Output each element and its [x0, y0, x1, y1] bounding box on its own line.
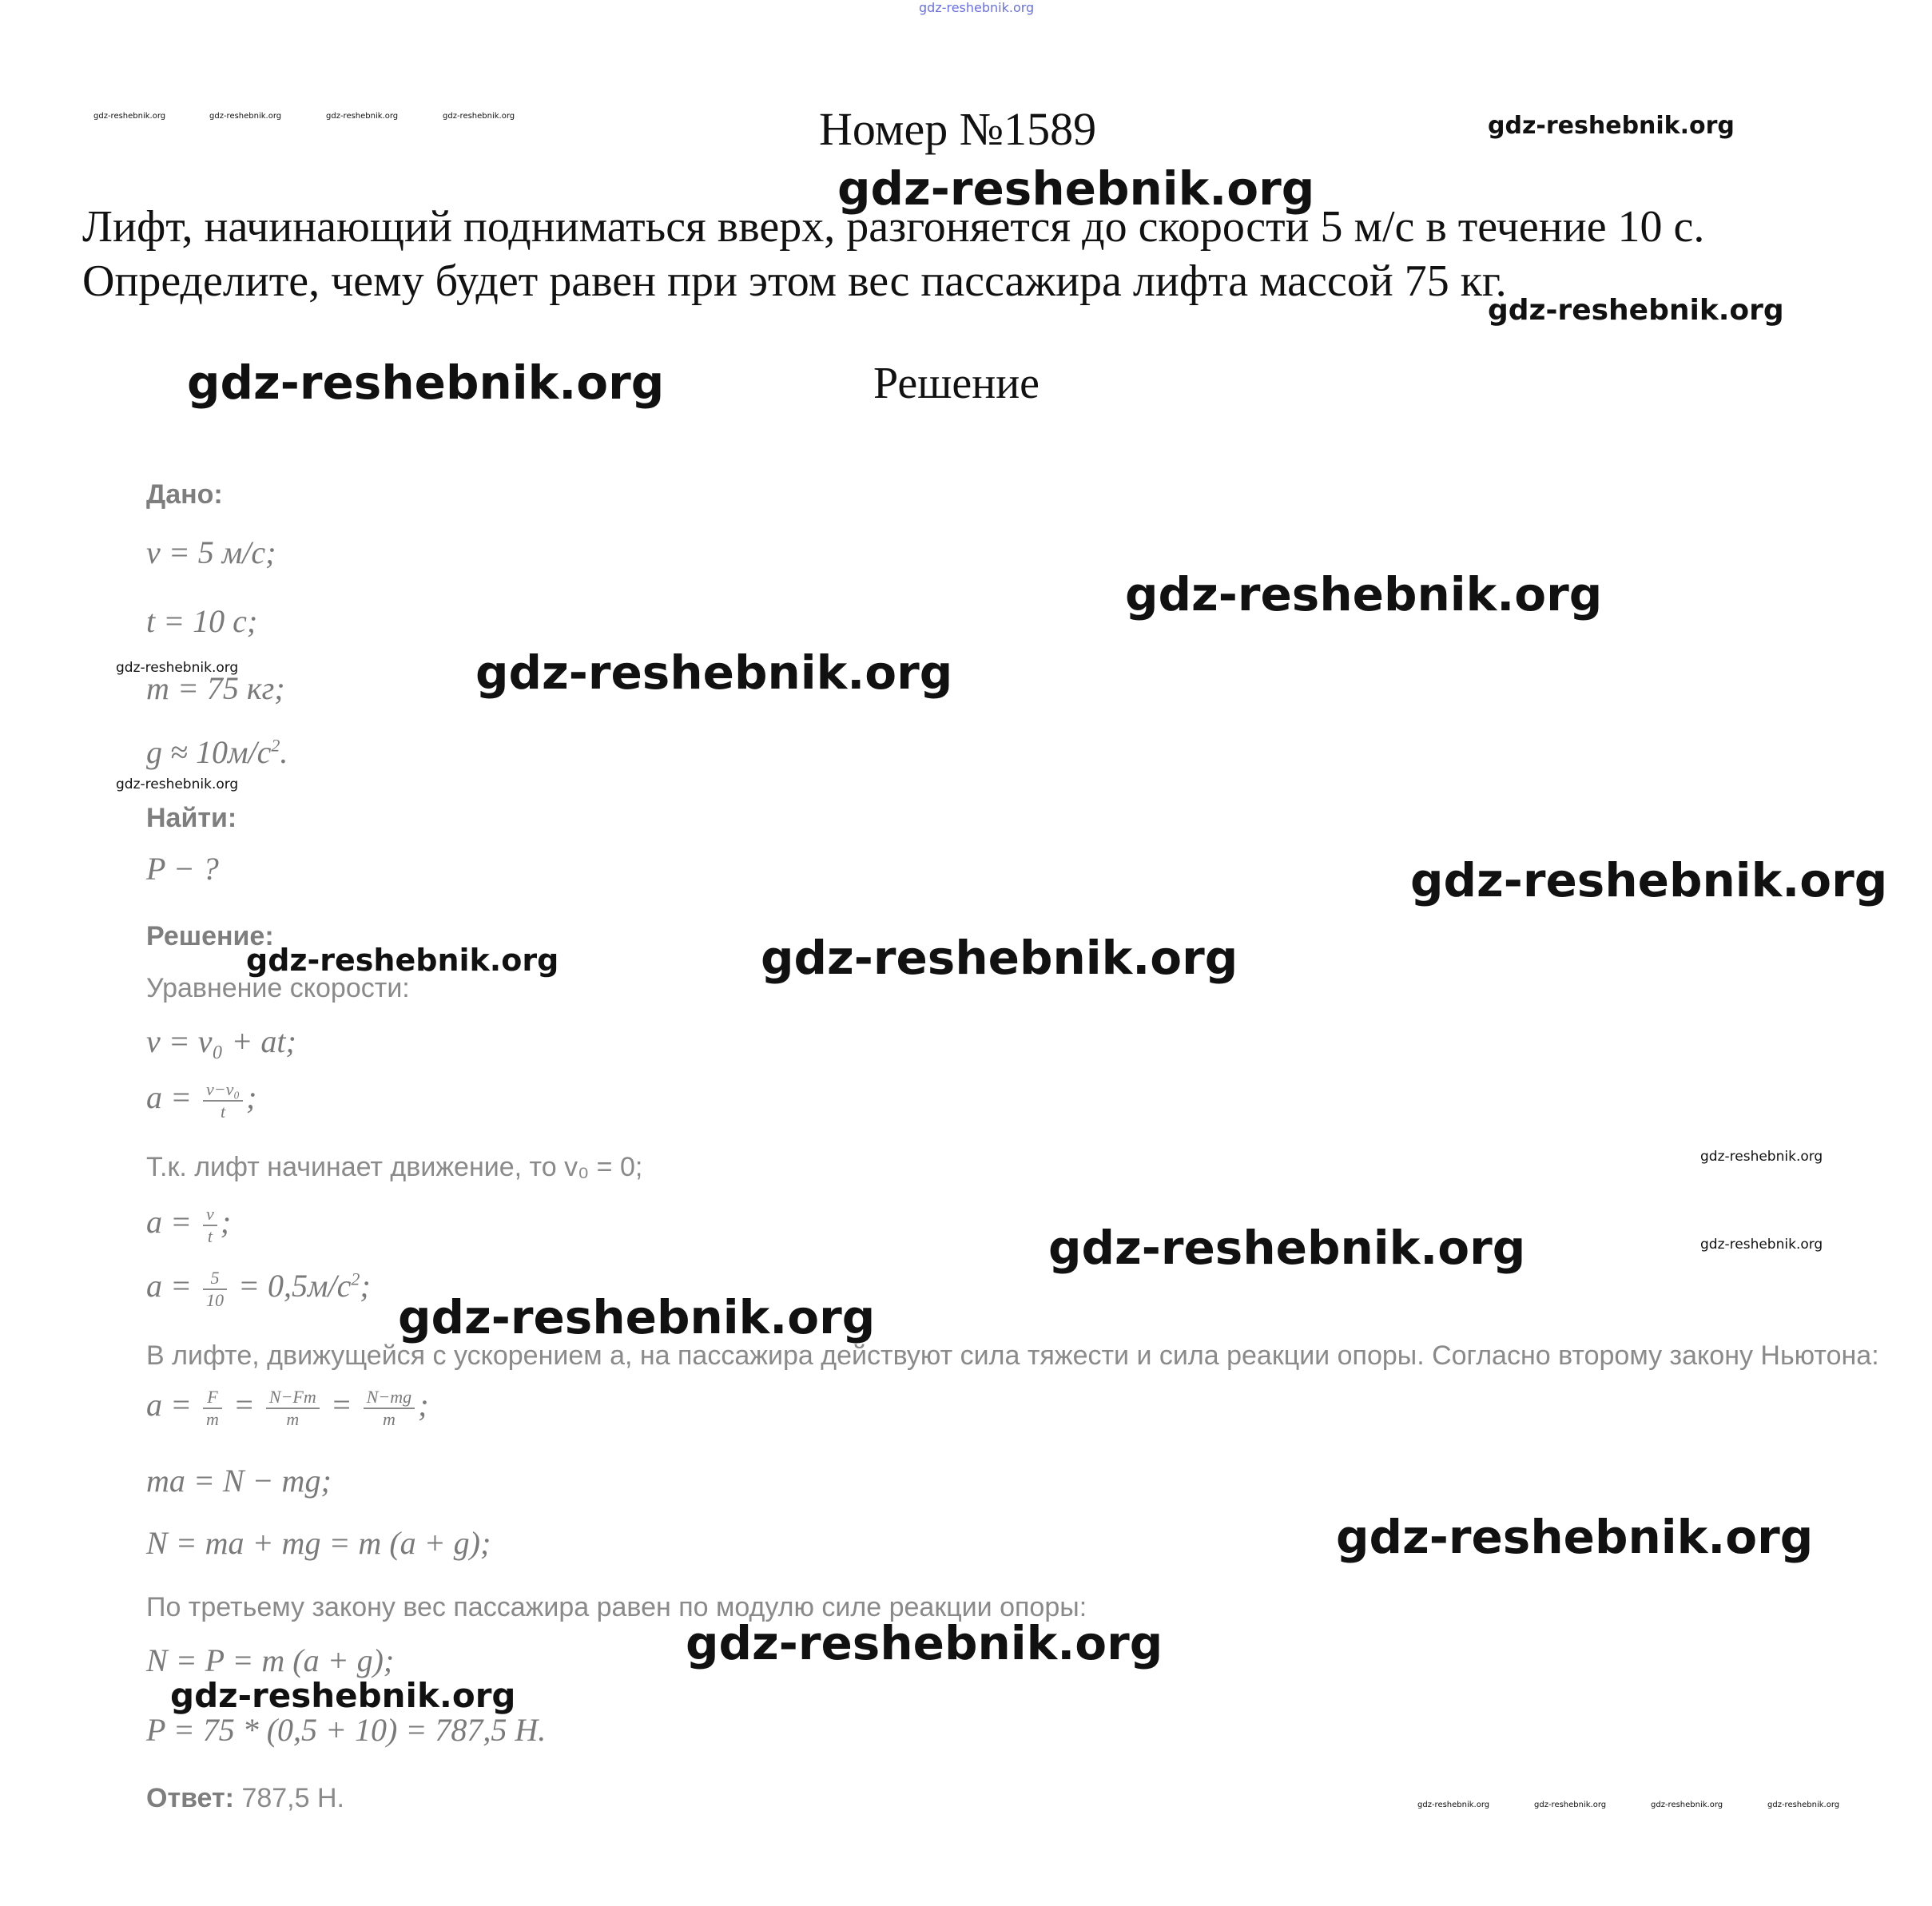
- watermark: gdz-reshebnik.org: [1417, 1801, 1490, 1809]
- watermark: gdz-reshebnik.org: [187, 355, 665, 410]
- page-title: Номер №1589: [819, 103, 1097, 155]
- given-label: Дано:: [146, 479, 223, 510]
- watermark: gdz-reshebnik.org: [1534, 1801, 1607, 1809]
- given-gravity: $g \approx 10м/с^2$.: [146, 734, 288, 770]
- watermark: gdz-reshebnik.org: [1488, 112, 1735, 140]
- equation-velocity: v = v₀ + at;: [146, 1023, 296, 1059]
- equation-normal-force: N = ma + mg = m (a + g);: [146, 1525, 491, 1561]
- watermark: gdz-reshebnik.org: [475, 645, 953, 700]
- watermark: gdz-reshebnik.org: [1125, 567, 1603, 621]
- equation-acceleration-value: a = $\frac{5}{10}$ = $0,5м/с^2$;: [146, 1267, 371, 1310]
- problem-line-2: Определите, чему будет равен при этом вес пассажира лифта массой 75 кг.: [82, 256, 1507, 306]
- equation-weight-value: P = 75 * (0,5 + 10) = 787,5 Н.: [146, 1712, 547, 1748]
- watermark: gdz-reshebnik.org: [1410, 853, 1888, 907]
- given-mass: m = 75 кг;: [146, 670, 285, 706]
- watermark: gdz-reshebnik.org: [1651, 1801, 1723, 1809]
- watermark: gdz-reshebnik.org: [1700, 1237, 1823, 1253]
- watermark: gdz-reshebnik.org: [1336, 1510, 1814, 1564]
- given-velocity: v = 5 м/с;: [146, 534, 276, 570]
- watermark: gdz-reshebnik.org: [1488, 294, 1784, 327]
- watermark: gdz-reshebnik.org: [170, 1676, 516, 1715]
- third-law-text: По третьему закону вес пассажира равен по модулю силе реакции опоры:: [146, 1592, 1087, 1622]
- newton-law-text: В лифте, движущейся с ускорением а, на пассажира действуют сила тяжести и сила реакции опоры. Согласно второму закону Ньютона:: [146, 1340, 1879, 1371]
- watermark: gdz-reshebnik.org: [93, 112, 166, 121]
- answer: Ответ: 787,5 Н.: [146, 1783, 344, 1813]
- watermark: gdz-reshebnik.org: [761, 931, 1238, 985]
- problem-line-1: Лифт, начинающий подниматься вверх, разгоняется до скорости 5 м/с в течение 10 с.: [82, 202, 1705, 252]
- watermark: gdz-reshebnik.org: [326, 112, 399, 121]
- find-label: Найти:: [146, 803, 237, 833]
- watermark: gdz-reshebnik.org: [398, 1290, 876, 1344]
- equation-weight: N = P = m (a + g);: [146, 1642, 395, 1678]
- watermark: gdz-reshebnik.org: [837, 161, 1315, 216]
- start-condition-note: Т.к. лифт начинает движение, то v₀ = 0;: [146, 1152, 643, 1182]
- equation-ma: ma = N − mg;: [146, 1463, 332, 1499]
- watermark: gdz-reshebnik.org: [443, 112, 515, 121]
- watermark: gdz-reshebnik.org: [246, 943, 559, 978]
- find-value: P − ?: [146, 851, 219, 887]
- equation-newton: a = $\frac{F}{m}$ = $\frac{N-Fт}{m}$ = $\frac{N-mg}{m}$ ;: [146, 1386, 429, 1429]
- watermark: gdz-reshebnik.org: [919, 0, 1035, 15]
- watermark: gdz-reshebnik.org: [209, 112, 282, 121]
- watermark: gdz-reshebnik.org: [686, 1616, 1163, 1670]
- equation-acceleration-simplified: a = $\frac{v}{t}$ ;: [146, 1203, 232, 1246]
- given-time: t = 10 с;: [146, 603, 258, 639]
- solution-label: Решение:: [146, 921, 274, 951]
- watermark: gdz-reshebnik.org: [116, 660, 239, 676]
- velocity-equation-label: Уравнение скорости:: [146, 973, 410, 1003]
- watermark: gdz-reshebnik.org: [1767, 1801, 1840, 1809]
- watermark: gdz-reshebnik.org: [1048, 1221, 1526, 1275]
- equation-acceleration-general: a = $\frac{\text{v−v₀}}{t}$ ;: [146, 1078, 257, 1122]
- watermark: gdz-reshebnik.org: [1700, 1149, 1823, 1165]
- watermark: gdz-reshebnik.org: [116, 776, 239, 792]
- solution-heading: Решение: [873, 359, 1040, 408]
